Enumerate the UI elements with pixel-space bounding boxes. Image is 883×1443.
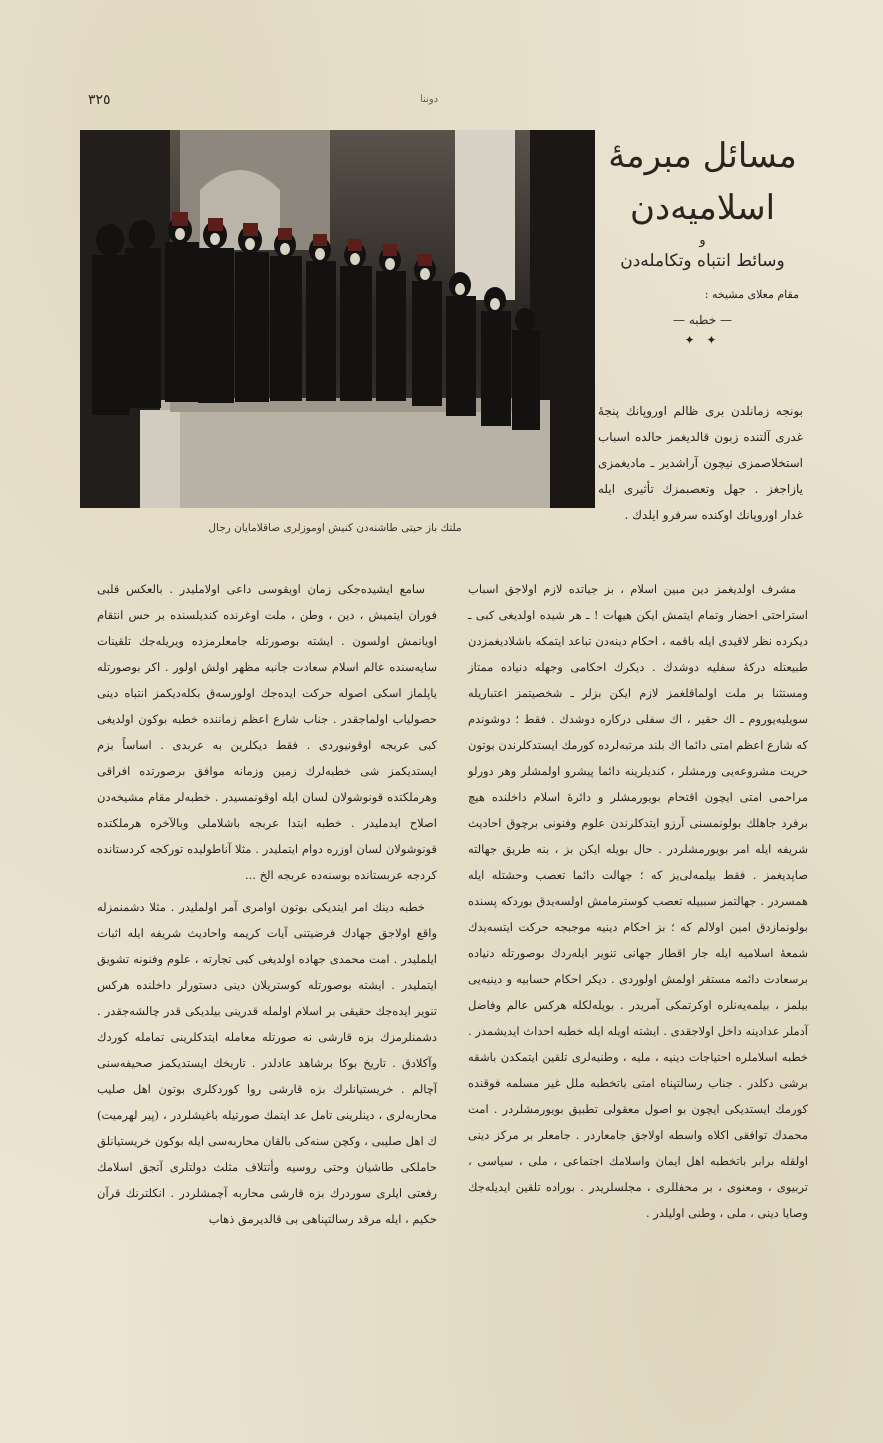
section-label: — خطبه — [673,313,732,327]
paragraph: مشرف اولدیغمز دین مبین اسلام ، بز جیاتده لازم اولاجق اسباب استراحتی احضار وتمام ایتمش ایکن هیهات ! ـ هر شیده اولدیغی کبی ـ دیکرده نظر لاقیدی ایله باقمه ، احکام دینه‌دن تباعد ایتمکه باشلادیغمزدن طبیعتله درکهٔ سفلیه دوشدك . دیکرك احکامی وجهله دنیاده ممتاز ومستثنا بر ملت اولماقلغمز لازم ایکن بزلر ـ شخصیتمز اعتباریله سویلیه‌یوروم ـ اك حقیر ، اك سفلی درکاره دوشدك . فقط ؛ دوشوندم که شارع اعظم امتی دائما اك بلند مرتبه‌لرده کورمك ایستدکلرندن بوتون حریت مشروعه‌یی ورمشلر ، کندیلرینه دائما پیشرو اولمشلر وهر دورلو مراحمی امتی ایچون اقتحام بویورمشلر و دائرهٔ اسلام داخلنده هیچ برفرد جاهلك بولونمسنی آرزو ایتدکلرندن علوم وفنونی برچوق احادیث شریفه ایله امر بویورمشلردر . حال بویله ایکن بز ، بنه طریق جهالته صاپدیغمز . فقط بیلمه‌لی‌یز که ؛ جهالت دائما تعصب وحشتله ایله همسردر . جهالتمز سببیله تعصب کوسترمامش اولسه‌یدق بوردکه پسنده بولونمازدق امین اولالم که ؛ بز احکام دینیه موجبجه حرکت ایتسه‌یدك شمعهٔ اسلامیه ایله جار اقطار جهانی تنویر ایله‌ردك بوصورتله دنیاده برسعادت دائمه مستقر اولمش اولوردی . دیکر احکام حسابیه و دینیه‌یی بیلمز ، بیلمه‌یه‌نلره اوکرتمکی آمریدر . بویله‌لکله هرکس عالم وفاضل آدملر عدادینه داخل اولاجقدی . ایشته اویله ایله خطبه احداث ایدیشمدر . خطبه اسلاملره احتیاجات دینیه ، ملیه ، وطنیه‌لری تلقین ایتمکدن باشقه برشی دکلدر . جناب رسالتپناه امتی باتخطبه ملل غیر مسلمه فوقنده کورمك ایستدیکی ایچون بو اصول معقولی تطبیق بویورمشلردر . امت محمدك توافقی اکلاه واسطه اولاجق جامعاردر . جامعلر بر مرکز دینی اولقله برابر باتخطبه اهل ایمان واسلامك اجتماعی ، ملی ، سیاسی ، تربیوی ، ومعنوی ، بر محفللری ، مجلسلریدر . بوراده تلقین ایدیله‌جك وصایا دینی ، ملی ، وطنی اولیلدر . [468,582,808,1220]
right-column [468,576,808,1232]
article-title-line2: اسلامیه‌دن [629,188,776,228]
photo-caption: ملتك باز حیتی طاشنه‌دن کنیش اوموزلری صاقلامایان رجال [208,522,462,534]
paragraph: سامع ایشیده‌جکی زمان اویقوسی داعی اولاملیدر . بالعکس قلبی فوران ایتمیش ، دین ، وطن ، ملت اوغرنده کندیلسنده بر حس انتقام اویانمش اولسون . ایشته بوصورتله جامعلرمزده ویریله‌جك تلقینات سایه‌سنده عالم اسلام سعادت جانبه مظهر اولش اولور . اکر بوصورتله یاپلماز اسکی اصوله حرکت ایده‌جك اولورسه‌ق بکله‌دیکمز انتباه دینی حصولیاب اولماجقدر . جناب شارع اعظم زماننده خطبه بوکون اولدیغی کبی عربجه اوقونیوردی . فقط دیکلرین به عربدی . اساساً بزم ایستدیکمز شی خطبه‌لرك زمین وزمانه موافق برصورتده افراقی وهرملکتده قونوشولان لسان ایله اوقونمسیدر . خطبه‌لر مقام مشیخه‌دن اصلاح ایدملیدر . خطبه ابتدا عربجه باشلاملی وبالآخره هرملکتده قونوشولان لسان اوزره دوام ایتملیدر . مثلا آناطولیده تورکجه کردستانده کردجه عربستانده بوسنه‌ده عربجه الخ ... [97,582,437,882]
article-title-line1: مسائل مبرمهٔ [608,136,797,176]
article-conjunction: و [699,233,706,248]
left-column [97,576,437,1238]
article-title-block [600,120,805,347]
article-author: مقام معلای مشیخه : [704,288,799,301]
paragraph: خطبه دینك امر ایتدیکی بوتون اوامری آمر اولملیدر . مثلا دشمنمزله واقع اولاجق جهادك فرضیتنی آیات کریمه واحادیث شریفه ایله اثبات ایلملیدر . امت محمدی جهاده اولدیغی کبی تجارته ، علوم وفنونه تشویق ایتملیدر . ایشته بوصورتله کوستریلان دینی دستورلر داخلنده هرکس تنویر ایده‌جك حقیقی بر اسلام اولمله قدرینی بیلدیکی قدر چالشه‌جقدر . دشمنلرمزك بزه قارشی نه صورتله معامله ایتدکلرینی تمامله کوردك وآکلادق . تاریخ بوکا برشاهد عادلدر . تاریخك ایستدیکمز صحیفه‌سنی آچالم . خریستیانلرك بزه قارشی روا کوردکلری بوتون اهل صلیب محاربه‌لری ، دینلرینی تامل عد ایتمك صورتیله باغیشلردر ، (پیر لهرمیت) ك اهل صلیبی ، وکچن سنه‌کی بالقان محاربه‌سی ایله بوکون خریستیانلق حاملکی طاشیان وحتی روسیه وأتتلاف مثلث دولتلری آتجق اسلامك رفعتی ایلری سوردرك بزه قارشی محاربه آچمشلردر . انکلترنك قرآن حکیم ، ایله مرقد رسالتپناهی بی قالدیرمق ذهاب [97,900,437,1226]
running-head: دوننا [420,94,439,105]
group-photo-icon [80,130,595,508]
ornament-stars: ✦ ✦ [684,333,721,347]
article-subtitle: وسائط انتباه وتکامله‌دن [620,251,785,271]
group-photo [80,130,595,508]
page-number: ٣٢٥ [88,92,111,108]
intro-paragraph: بونجه زمانلدن بری ظالم اوروپانك پنجهٔ غدری آلتنده زبون قالدیغمز حالده اسباب استخلاصمزی نیچون آراشدیر ـ مادیغمزی یازاجغز . جهل وتعصبمزك تأثیری ایله غدار اوروپانك اوکنده سرفرو ایلدك . [598,404,803,522]
